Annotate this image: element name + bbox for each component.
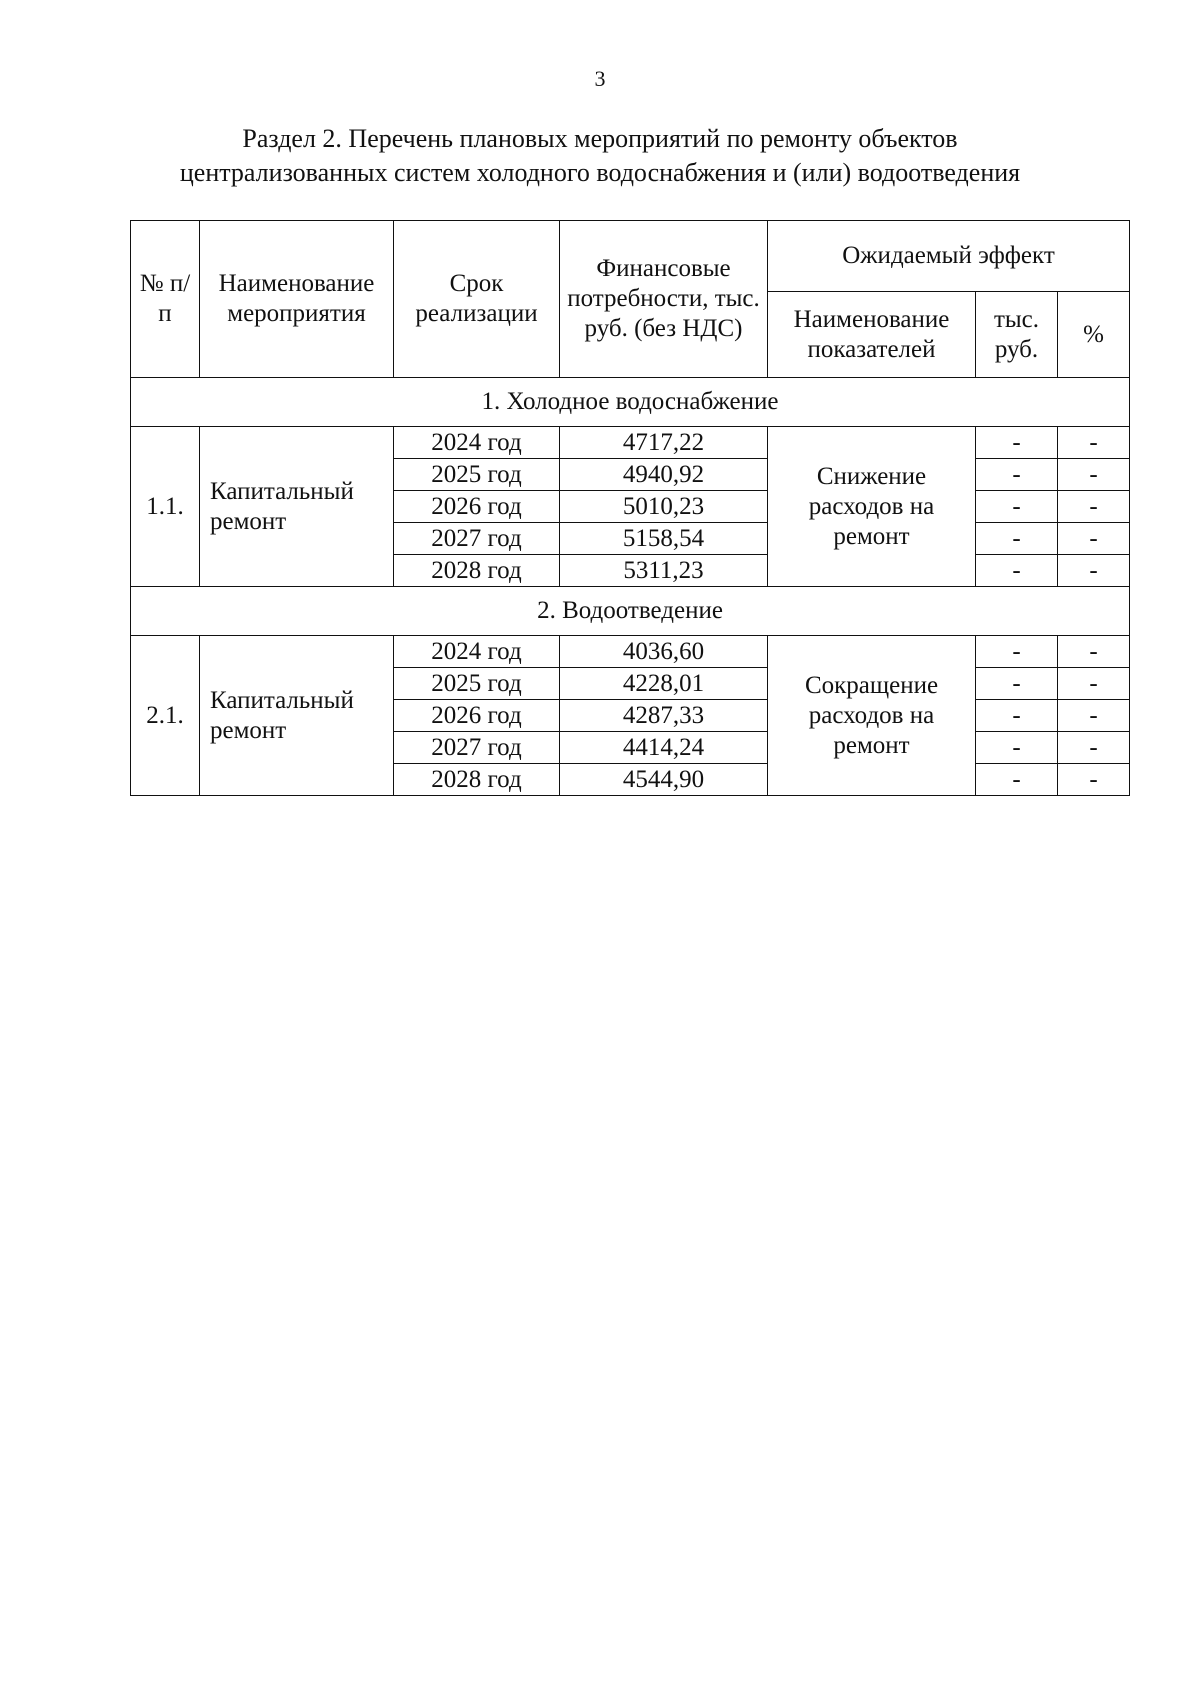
row-thousand: - (976, 555, 1058, 587)
row-percent: - (1058, 732, 1130, 764)
section-row (131, 587, 1130, 636)
row-name: Капитальный ремонт (200, 427, 394, 587)
row-effect: Сокращение расходов на ремонт (768, 636, 976, 796)
page-number: 3 (594, 66, 606, 91)
row-thousand: - (976, 636, 1058, 668)
section-title-cell: 1. Холодное водоснабжение (131, 378, 1130, 427)
section-title-line2: централизованных систем холодного водоснабжения и (или) водоотведения (179, 158, 1021, 187)
row-percent: - (1058, 427, 1130, 459)
row-year: 2024 год (394, 427, 560, 459)
header-term: Срок реализации (394, 221, 560, 378)
plan-table (130, 220, 1130, 796)
row-year: 2028 год (394, 764, 560, 796)
row-year: 2025 год (394, 668, 560, 700)
header-name: Наименование мероприятия (200, 221, 394, 378)
row-thousand: - (976, 491, 1058, 523)
row-amount: 4414,24 (560, 732, 768, 764)
header-effect: Ожидаемый эффект (768, 221, 1130, 292)
section-title-cell: 2. Водоотведение (131, 587, 1130, 636)
row-thousand: - (976, 700, 1058, 732)
row-amount: 4287,33 (560, 700, 768, 732)
row-percent: - (1058, 668, 1130, 700)
row-year: 2025 год (394, 459, 560, 491)
row-amount: 4544,90 (560, 764, 768, 796)
row-percent: - (1058, 700, 1130, 732)
row-thousand: - (976, 427, 1058, 459)
header-thousand: тыс. руб. (976, 292, 1058, 378)
row-amount: 4940,92 (560, 459, 768, 491)
row-num: 1.1. (131, 427, 200, 587)
section-title-line1: Раздел 2. Перечень плановых мероприятий по ремонту объектов (242, 124, 958, 153)
table-row (131, 636, 1130, 668)
row-percent: - (1058, 459, 1130, 491)
row-year: 2027 год (394, 523, 560, 555)
section-row (131, 378, 1130, 427)
row-amount: 5010,23 (560, 491, 768, 523)
row-year: 2024 год (394, 636, 560, 668)
row-name: Капитальный ремонт (200, 636, 394, 796)
row-percent: - (1058, 555, 1130, 587)
row-year: 2026 год (394, 700, 560, 732)
row-year: 2027 год (394, 732, 560, 764)
row-thousand: - (976, 732, 1058, 764)
header-percent: % (1058, 292, 1130, 378)
section-title (150, 122, 1050, 190)
row-amount: 5311,23 (560, 555, 768, 587)
row-amount: 4717,22 (560, 427, 768, 459)
row-percent: - (1058, 491, 1130, 523)
row-thousand: - (976, 668, 1058, 700)
row-year: 2028 год (394, 555, 560, 587)
row-num: 2.1. (131, 636, 200, 796)
row-percent: - (1058, 764, 1130, 796)
row-amount: 4228,01 (560, 668, 768, 700)
row-percent: - (1058, 636, 1130, 668)
header-num: № п/п (131, 221, 200, 378)
row-effect: Снижение расходов на ремонт (768, 427, 976, 587)
row-amount: 5158,54 (560, 523, 768, 555)
row-amount: 4036,60 (560, 636, 768, 668)
row-thousand: - (976, 459, 1058, 491)
header-indicator: Наименование показателей (768, 292, 976, 378)
row-thousand: - (976, 764, 1058, 796)
header-finance: Финансовые потребности, тыс. руб. (без НДС) (560, 221, 768, 378)
row-thousand: - (976, 523, 1058, 555)
row-percent: - (1058, 523, 1130, 555)
row-year: 2026 год (394, 491, 560, 523)
table-row (131, 427, 1130, 459)
